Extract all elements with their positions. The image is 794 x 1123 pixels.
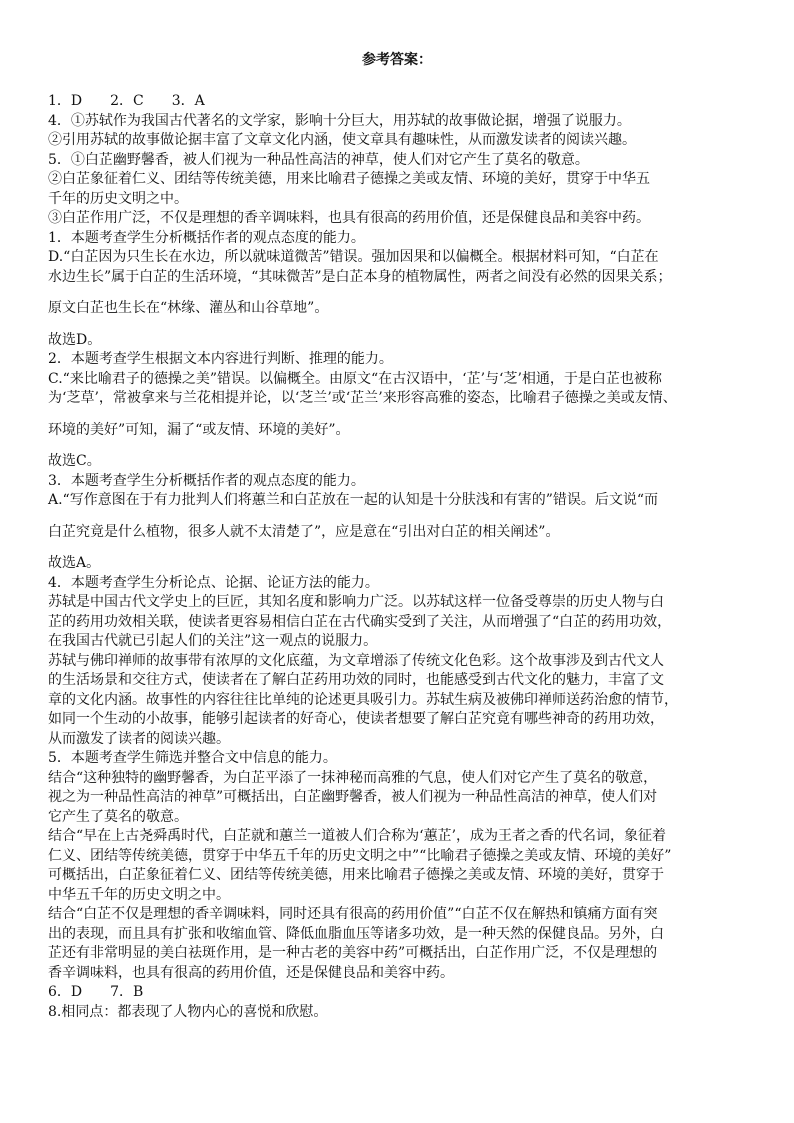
answer-line: 4．本题考查学生分析论点、论据、论证方法的能力。 [48, 574, 379, 591]
answer-line: 如同一个生动的小故事，能够引起读者的好奇心，使读者想要了解白芷究竟有哪些神奇的药用功效， [48, 711, 664, 727]
answer-line: 8.相同点：都表现了人物内心的喜悦和欣慰。 [48, 1003, 328, 1020]
answer-line: 可概括出，白芷象征着仁义、团结等传统美德，用来比喻君子德操之美或友情、环境的美好，贯穿于 [48, 867, 664, 883]
answer-line: 香辛调味料，也具有很高的药用价值，还是保健良品和美容中药。 [48, 964, 454, 981]
answer-line: 视之为一种品性高洁的神草”可概括出，白芷幽野馨香，被人们视为一种品性高洁的神草，使人们对 [48, 789, 658, 805]
answer-line: 结合“早在上古尧舜禹时代，白芷就和蕙兰一道被人们合称为‘蕙芷’，成为王者之香的代名词，象征着 [48, 828, 667, 844]
answer-line: 从而激发了读者的阅读兴趣。 [48, 730, 230, 747]
answer-line: 的生活场景和交往方式，使读者在了解白芷药用功效的同时，也能感受到古代文化的魅力，丰富了文 [48, 672, 664, 688]
answer-line: 为‘芝草’，常被拿来与兰花相提并论，以‘芝兰’或‘芷兰’来形容高雅的姿态，比喻君子德操之美或友情、 [48, 390, 677, 406]
answer-line: 故选C。 [48, 453, 101, 469]
answer-line: ②白芷象征着仁义、团结等传统美德，用来比喻君子德操之美或友情、环境的美好，贯穿于中华五 [48, 171, 650, 187]
answer-line: ③白芷作用广泛，不仅是理想的香辛调味料，也具有很高的药用价值，还是保健良品和美容中药。 [48, 210, 650, 226]
answer-line: 结合“这种独特的幽野馨香，为白芷平添了一抹神秘而高雅的气息，使人们对它产生了莫名的敬意， [48, 769, 658, 786]
answer-line: 苏轼与佛印禅师的故事带有浓厚的文化底蕴，为文章增添了传统文化色彩。这个故事涉及到古代文人 [48, 652, 664, 669]
answer-line: 章的文化内涵。故事性的内容往往比单纯的论述更具吸引力。苏轼生病及被佛印禅师送药治愈的情节， [48, 691, 678, 708]
answer-line: 中华五千年的历史文明之中。 [48, 886, 230, 903]
answer-line: 环境的美好”可知，漏了“或友情、环境的美好”。 [48, 421, 350, 438]
answer-line: A.“写作意图在于有力批判人们将蕙兰和白芷放在一起的认知是十分肤浅和有害的”错误。后文说“而 [48, 492, 659, 508]
answer-line: 1．D 2．C 3．A [48, 93, 205, 109]
answer-line: 苏轼是中国古代文学史上的巨匠，其知名度和影响力广泛。以苏轼这样一位备受尊崇的历史人物与白 [48, 594, 664, 610]
answer-line: 故选A。 [48, 555, 101, 571]
answer-line: 水边生长”属于白芷的生活环境，“其味微苦”是白芷本身的植物属性，两者之间没有必然的因果关系； [48, 268, 672, 285]
answer-line: 千年的历史文明之中。 [48, 190, 188, 207]
answer-line: 结合“白芷不仅是理想的香辛调味料，同时还具有很高的药用价值”“白芷不仅在解热和镇痛方面有突 [48, 906, 658, 922]
answer-line: 故选D。 [48, 331, 102, 348]
answer-line: 白芷究竟是什么植物，很多人就不太清楚了”，应是意在“引出对白芷的相关阐述”。 [48, 523, 560, 540]
answer-body [48, 92, 758, 1022]
answer-line: 出的表现，而且具有扩张和收缩血管、降低血脂血压等诸多功效，是一种天然的保健良品。另外，白 [48, 925, 664, 942]
answer-line: 芷的药用功效相关联，使读者更容易相信白芷在古代确实受到了关注，从而增强了“白芷的药用功效， [48, 613, 672, 630]
answer-line: 2．本题考查学生根据文本内容进行判断、推理的能力。 [48, 351, 393, 367]
answer-line: C.“来比喻君子的德操之美”错误。以偏概全。由原文“在古汉语中，‘芷’与‘芝’相通，于是白芷也被称 [48, 370, 662, 387]
answer-line: 3．本题考查学生分析概括作者的观点态度的能力。 [48, 472, 365, 489]
answer-line: ②引用苏轼的故事做论据丰富了文章文化内涵，使文章具有趣味性，从而激发读者的阅读兴趣。 [48, 132, 636, 148]
answer-line: 仁义、团结等传统美德，贯穿于中华五千年的历史文明之中”“比喻君子德操之美或友情、环境的美好” [48, 847, 672, 864]
answer-line: 6．D 7．B [48, 984, 144, 1000]
page-title: 参考答案： [362, 52, 432, 68]
answer-line: 原文白芷也生长在“林缘、灌丛和山谷草地”。 [48, 300, 329, 316]
answer-line: 芷还有非常明显的美白祛斑作用，是一种古老的美容中药”可概括出，白芷作用广泛，不仅是理想的 [48, 945, 658, 961]
answer-line: 在我国古代就已引起人们的关注”这一观点的说服力。 [48, 633, 378, 649]
answer-line: 它产生了莫名的敬意。 [48, 808, 188, 825]
answer-line: 1．本题考查学生分析概括作者的观点态度的能力。 [48, 229, 365, 246]
answer-line: 4．①苏轼作为我国古代著名的文学家，影响十分巨大，用苏轼的故事做论据，增强了说服力。 [48, 112, 631, 129]
answer-line: 5．①白芷幽野馨香，被人们视为一种品性高洁的神草，使人们对它产生了莫名的敬意。 [48, 151, 589, 168]
answer-line: 5．本题考查学生筛选并整合文中信息的能力。 [48, 750, 337, 766]
answer-line: D.“白芷因为只生长在水边，所以就味道微苦”错误。强加因果和以偏概全。根据材料可知，“白芷在 [48, 249, 659, 265]
